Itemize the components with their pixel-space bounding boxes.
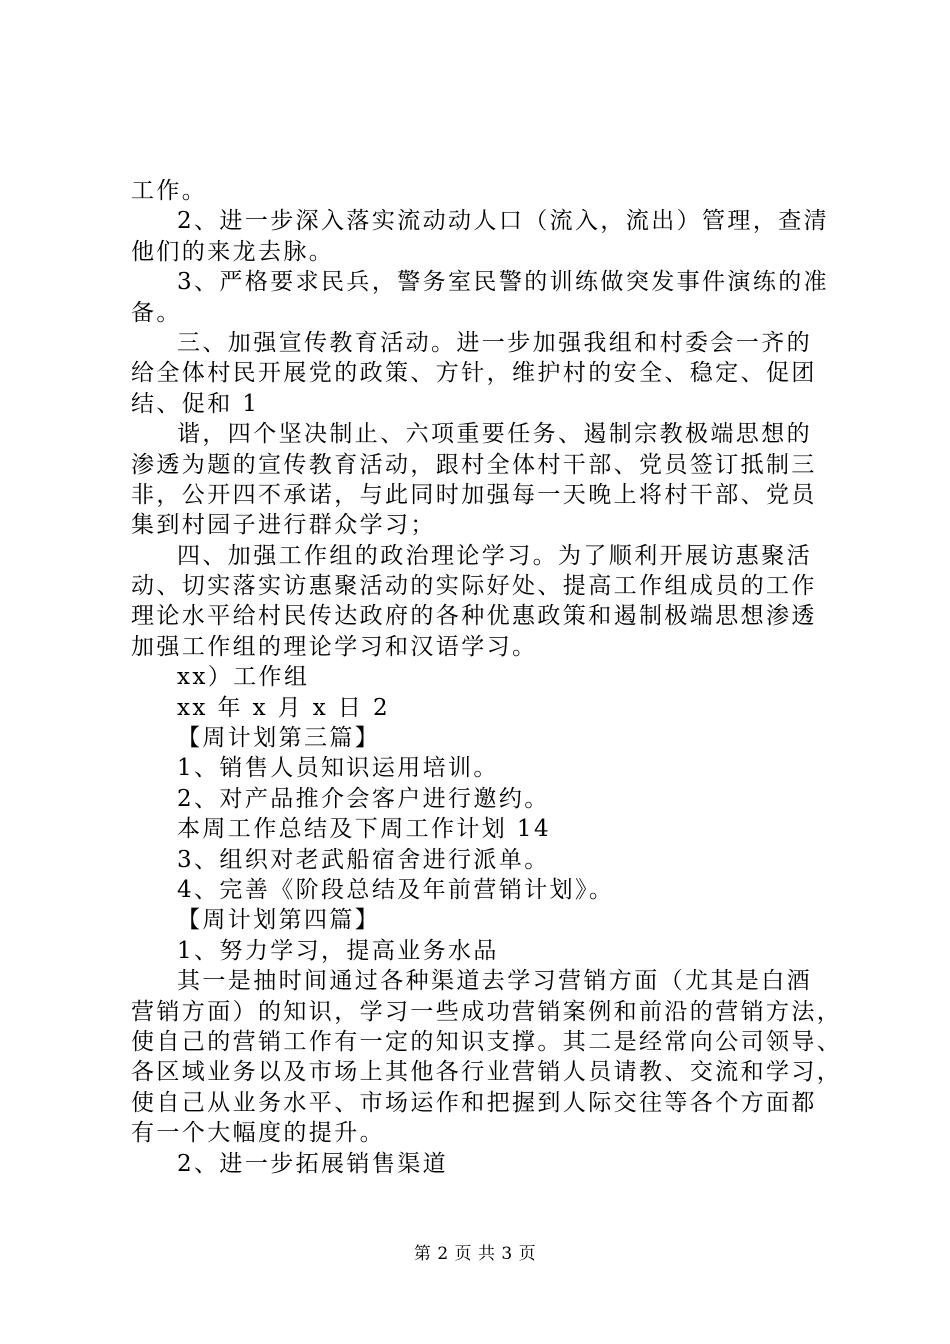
text-line: 使自己从业务水平、市场运作和把握到人际交往等各个方面都 xyxy=(131,1089,817,1116)
text-line: 有一个大幅度的提升。 xyxy=(131,1120,385,1147)
text-line: 各区域业务以及市场上其他各行业营销人员请教、交流和学习， xyxy=(131,1059,843,1086)
text-line: 营销方面）的知识，学习一些成功营销案例和前沿的营销方法， xyxy=(131,998,843,1025)
text-line: 四、加强工作组的政治理论学习。为了顺利开展访惠聚活 xyxy=(177,542,812,569)
text-line: 集到村园子进行群众学习； xyxy=(131,512,436,539)
section-heading: 【周计划第三篇】 xyxy=(177,725,381,752)
signature-line: xx）工作组 xyxy=(177,664,310,691)
section-heading: 【周计划第四篇】 xyxy=(177,907,381,934)
text-line: 非，公开四不承诺，与此同时加强每一天晚上将村干部、党员 xyxy=(131,481,817,508)
text-line: 三、加强宣传教育活动。进一步加强我组和村委会一齐的 xyxy=(177,329,812,356)
text-line: 1、销售人员知识运用培训。 xyxy=(177,755,499,782)
page-number-footer: 第 2 页 共 3 页 xyxy=(413,1244,537,1264)
date-line: xx 年 x 月 x 日 2 xyxy=(177,694,390,721)
text-line: 2、对产品推介会客户进行邀约。 xyxy=(177,785,550,812)
text-line: 4、完善《阶段总结及年前营销计划》。 xyxy=(177,876,615,903)
text-line: 理论水平给村民传达政府的各种优惠政策和遏制极端思想渗透 xyxy=(131,603,817,630)
text-line: 3、组织对老武船宿舍进行派单。 xyxy=(177,846,550,873)
text-line: 使自己的营销工作有一定的知识支撑。其二是经常向公司领导、 xyxy=(131,1028,843,1055)
text-line: 加强工作组的理论学习和汉语学习。 xyxy=(131,633,538,660)
text-line: 结、促和 1 xyxy=(131,390,260,417)
text-line: 备。 xyxy=(131,299,182,326)
text-line: 2、进一步深入落实流动动人口（流入，流出）管理，查清 xyxy=(177,208,830,235)
text-line: 1、努力学习，提高业务水品 xyxy=(177,937,499,964)
text-line: 渗透为题的宣传教育活动，跟村全体村干部、党员签订抵制三 xyxy=(131,451,817,478)
text-line: 2、进一步拓展销售渠道 xyxy=(177,1150,449,1177)
text-line: 动、切实落实访惠聚活动的实际好处、提高工作组成员的工作 xyxy=(131,573,817,600)
document-body xyxy=(131,176,843,1179)
text-line: 工作。 xyxy=(131,178,208,204)
text-line: 谐，四个坚决制止、六项重要任务、遏制宗教极端思想的 xyxy=(177,421,812,448)
text-line: 其一是抽时间通过各种渠道去学习营销方面（尤其是白酒 xyxy=(177,968,812,995)
text-line: 3、严格要求民兵，警务室民警的训练做突发事件演练的准 xyxy=(177,269,830,296)
text-line: 本周工作总结及下周工作计划 14 xyxy=(177,816,551,843)
text-line: 他们的来龙去脉。 xyxy=(131,238,335,265)
text-line: 给全体村民开展党的政策、方针，维护村的安全、稳定、促团 xyxy=(131,360,817,387)
